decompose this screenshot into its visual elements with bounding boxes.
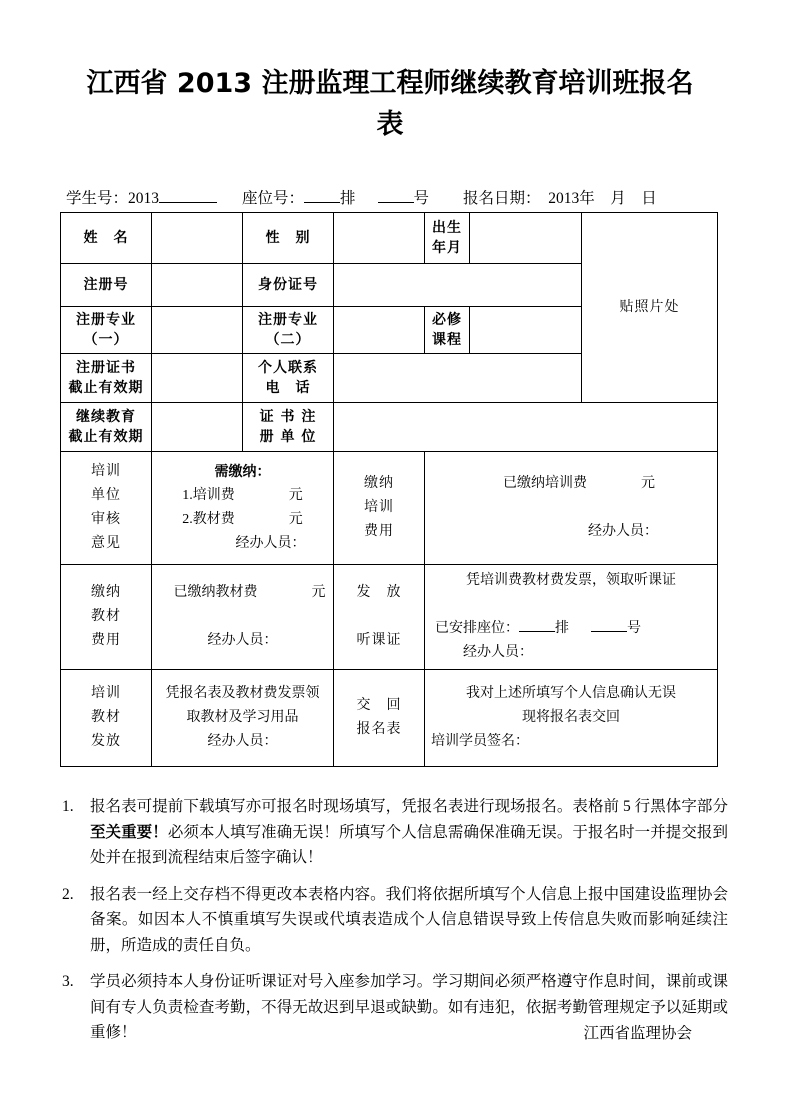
date-year: 2013	[548, 190, 580, 207]
label-return-form-l2: 报名表	[356, 722, 402, 737]
registration-form-table	[60, 212, 718, 767]
label-issue-admission-card-l1: 发 放	[356, 585, 402, 600]
label-return-form	[334, 670, 425, 767]
label-issue-admission-card	[334, 565, 425, 670]
note-number: 2.	[62, 885, 74, 903]
paid-material-fee-line	[152, 581, 333, 605]
admission-card-instruction: 凭培训费教材费发票，领取听课证	[466, 573, 676, 588]
paid-training-handler[interactable]: 经办人员：	[588, 524, 658, 539]
label-required-course-l2: 课程	[432, 332, 462, 348]
label-phone	[243, 354, 334, 403]
label-material-fee-l3: 费用	[91, 633, 121, 648]
paid-material-spacer	[152, 605, 333, 629]
seat-no-label: 座位号：	[242, 190, 305, 207]
label-required-course-l1: 必修	[432, 312, 462, 328]
seat-num-unit: 号	[413, 190, 430, 207]
page-title-line1: 江西省 2013 注册监理工程师继续教育培训班报名	[86, 68, 694, 99]
label-cert-expiry-l2: 截止有效期	[68, 380, 144, 396]
seat-no-field	[242, 188, 429, 210]
label-birth-date-l2: 年月	[432, 240, 462, 256]
seat-row-blank[interactable]	[304, 202, 340, 203]
label-training-unit-review	[61, 452, 152, 565]
label-edu-expiry	[61, 403, 152, 452]
admission-card-block	[425, 565, 718, 670]
label-material-issue-l2: 教材	[91, 710, 121, 725]
label-material-issue	[61, 670, 152, 767]
value-registration-no[interactable]	[152, 264, 243, 307]
label-training-unit-review-l3: 审核	[91, 512, 121, 527]
label-edu-expiry-l2: 截止有效期	[68, 429, 144, 445]
note-text-part1: 学员必须持本人身份证听课证对号入座参加学习。学习期间必须严格遵守作息时间，课前或课间有专人负责检查考勤，不得无故迟到早退或缺勤。如有违犯，依据考勤管理规定予以延期或重修！	[90, 973, 728, 1041]
label-pay-training-fee	[334, 452, 425, 565]
paid-material-handler[interactable]: 经办人员：	[207, 633, 278, 648]
value-phone[interactable]	[334, 354, 582, 403]
training-fee-label: 1.培训费	[182, 488, 235, 503]
note-text-part1: 报名表可提前下载填写亦可报名时现场填写，凭报名表进行现场报名。表格前 5 行黑体字部分	[90, 798, 728, 815]
paid-material-fee-unit: 元	[311, 585, 326, 600]
label-training-unit-review-l1: 培训	[91, 464, 121, 479]
label-pay-training-fee-l1: 缴纳	[364, 476, 394, 491]
training-fee-unit: 元	[288, 488, 303, 503]
value-major-two[interactable]	[334, 307, 425, 354]
date-month-unit: 月	[610, 190, 626, 207]
note-number: 1.	[62, 798, 74, 815]
paid-training-spacer	[441, 496, 717, 520]
value-gender[interactable]	[334, 213, 425, 264]
footer-organization: 江西省监理协会	[583, 1025, 692, 1042]
label-training-unit-review-l2: 单位	[91, 488, 121, 503]
student-no-label: 学生号：2013	[66, 190, 160, 207]
label-material-fee-l1: 缴纳	[91, 585, 121, 600]
student-no-blank[interactable]	[159, 202, 217, 203]
note-text-part2: 必须本人填写准确无误！所填写个人信息需确保准确无误。于报名时一并提交报到处并在报到流程结束后签字确认！	[90, 823, 728, 866]
label-major-two-l1: 注册专业	[258, 312, 318, 328]
label-return-form-l1: 交 回	[356, 698, 402, 713]
note-item	[60, 882, 728, 959]
fees-due-handler[interactable]: 经办人员：	[235, 536, 306, 551]
paid-material-fee-block	[152, 565, 334, 670]
date-label: 报名日期：	[463, 190, 541, 207]
value-name[interactable]	[152, 213, 243, 264]
note-text-bold: 至关重要！	[90, 822, 168, 841]
seat-assigned-line	[425, 617, 717, 641]
label-training-unit-review-l4: 意见	[91, 536, 121, 551]
date-day-unit: 日	[641, 190, 657, 207]
note-text-part1: 报名表一经上交存档不得更改本表格内容。我们将依据所填写个人信息上报中国建设监理协会备案。如因本人不慎重填写失误或代填表造成个人信息错误导致上传信息失败而影响延续注册，所造成的责任自负。	[90, 885, 728, 954]
label-pay-training-fee-l3: 费用	[364, 524, 394, 539]
seat-assigned-num-unit: 号	[627, 621, 641, 636]
note-number: 3.	[62, 973, 74, 990]
value-major-one[interactable]	[152, 307, 243, 354]
seat-row-unit: 排	[340, 190, 356, 207]
label-major-one-l1: 注册专业	[76, 312, 136, 328]
material-fee-label: 2.教材费	[182, 512, 235, 527]
admission-card-spacer	[425, 593, 717, 617]
label-major-one	[61, 307, 152, 354]
seat-assigned-row-unit: 排	[555, 621, 569, 636]
value-required-course[interactable]	[470, 307, 582, 354]
paid-training-fee-line	[441, 472, 717, 496]
registration-date-field	[463, 188, 657, 210]
material-fee-unit: 元	[288, 512, 303, 527]
confirmation-block	[425, 670, 718, 767]
label-major-two-l2: （二）	[265, 332, 311, 348]
fees-due-block	[152, 452, 334, 565]
notes-list	[60, 794, 728, 1057]
value-id-no[interactable]	[334, 264, 582, 307]
label-cert-unit	[243, 403, 334, 452]
label-cert-expiry-l1: 注册证书	[76, 360, 136, 376]
label-edu-expiry-l1: 继续教育	[76, 409, 136, 425]
table-row-edu-expiry	[61, 403, 718, 452]
table-row-material-issue	[61, 670, 718, 767]
paid-training-fee-block	[425, 452, 718, 565]
table-row-training-unit-review	[61, 452, 718, 565]
student-signature[interactable]: 培训学员签名：	[431, 734, 529, 749]
label-birth-date-l1: 出生	[432, 220, 462, 236]
student-no-field	[66, 188, 217, 210]
label-id-no: 身份证号	[243, 264, 334, 307]
admission-card-handler[interactable]: 经办人员：	[463, 645, 533, 660]
label-cert-unit-l1: 证 书 注	[259, 409, 317, 425]
label-major-two	[243, 307, 334, 354]
table-row-material-fee	[61, 565, 718, 670]
seat-assigned-label: 已安排座位：	[435, 621, 519, 636]
material-issue-l1: 凭报名表及教材费发票领	[165, 686, 320, 701]
material-issue-l2: 取教材及学习用品	[186, 710, 299, 725]
material-issue-handler[interactable]: 经办人员：	[207, 734, 278, 749]
value-cert-expiry[interactable]	[152, 354, 243, 403]
material-fee-line	[152, 508, 333, 532]
seat-assigned-num-blank[interactable]	[591, 631, 627, 632]
label-phone-l2: 电 话	[265, 380, 311, 396]
label-phone-l1: 个人联系	[258, 360, 318, 376]
label-gender: 性 别	[243, 213, 334, 264]
label-major-one-l2: （一）	[83, 332, 129, 348]
label-name: 姓 名	[61, 213, 152, 264]
value-birth-date[interactable]	[470, 213, 582, 264]
label-material-fee-l2: 教材	[91, 609, 121, 624]
label-material-issue-l3: 发放	[91, 734, 121, 749]
material-issue-block	[152, 670, 334, 767]
photo-paste-area[interactable]: 贴照片处	[582, 213, 718, 403]
label-required-course	[425, 307, 470, 354]
note-item	[60, 794, 728, 871]
label-issue-admission-card-l2: 听课证	[356, 633, 402, 648]
confirmation-l1: 我对上述所填写个人信息确认无误	[466, 686, 676, 701]
label-issue-admission-card-spacer	[334, 605, 424, 629]
label-material-issue-l1: 培训	[91, 686, 121, 701]
paid-material-fee-label: 已缴纳教材费	[173, 585, 258, 600]
label-birth-date	[425, 213, 470, 264]
seat-num-blank[interactable]	[378, 202, 414, 203]
label-cert-expiry	[61, 354, 152, 403]
date-year-unit: 年	[579, 190, 595, 207]
paid-training-fee-unit: 元	[641, 476, 655, 491]
value-cert-unit[interactable]	[334, 403, 718, 452]
page-title-line2: 表	[376, 109, 404, 140]
seat-assigned-row-blank[interactable]	[519, 631, 555, 632]
label-registration-no: 注册号	[61, 264, 152, 307]
table-row-name	[61, 213, 718, 264]
training-fee-line	[152, 484, 333, 508]
confirmation-l2: 现将报名表交回	[522, 710, 620, 725]
fees-due-title: 需缴纳：	[214, 464, 271, 480]
value-edu-expiry[interactable]	[152, 403, 243, 452]
header-fields-line	[60, 188, 720, 210]
label-cert-unit-l2: 册 单 位	[259, 429, 317, 445]
paid-training-fee-label: 已缴纳培训费	[503, 476, 587, 491]
label-pay-training-fee-l2: 培训	[364, 500, 394, 515]
page-title	[60, 63, 720, 145]
label-material-fee	[61, 565, 152, 670]
